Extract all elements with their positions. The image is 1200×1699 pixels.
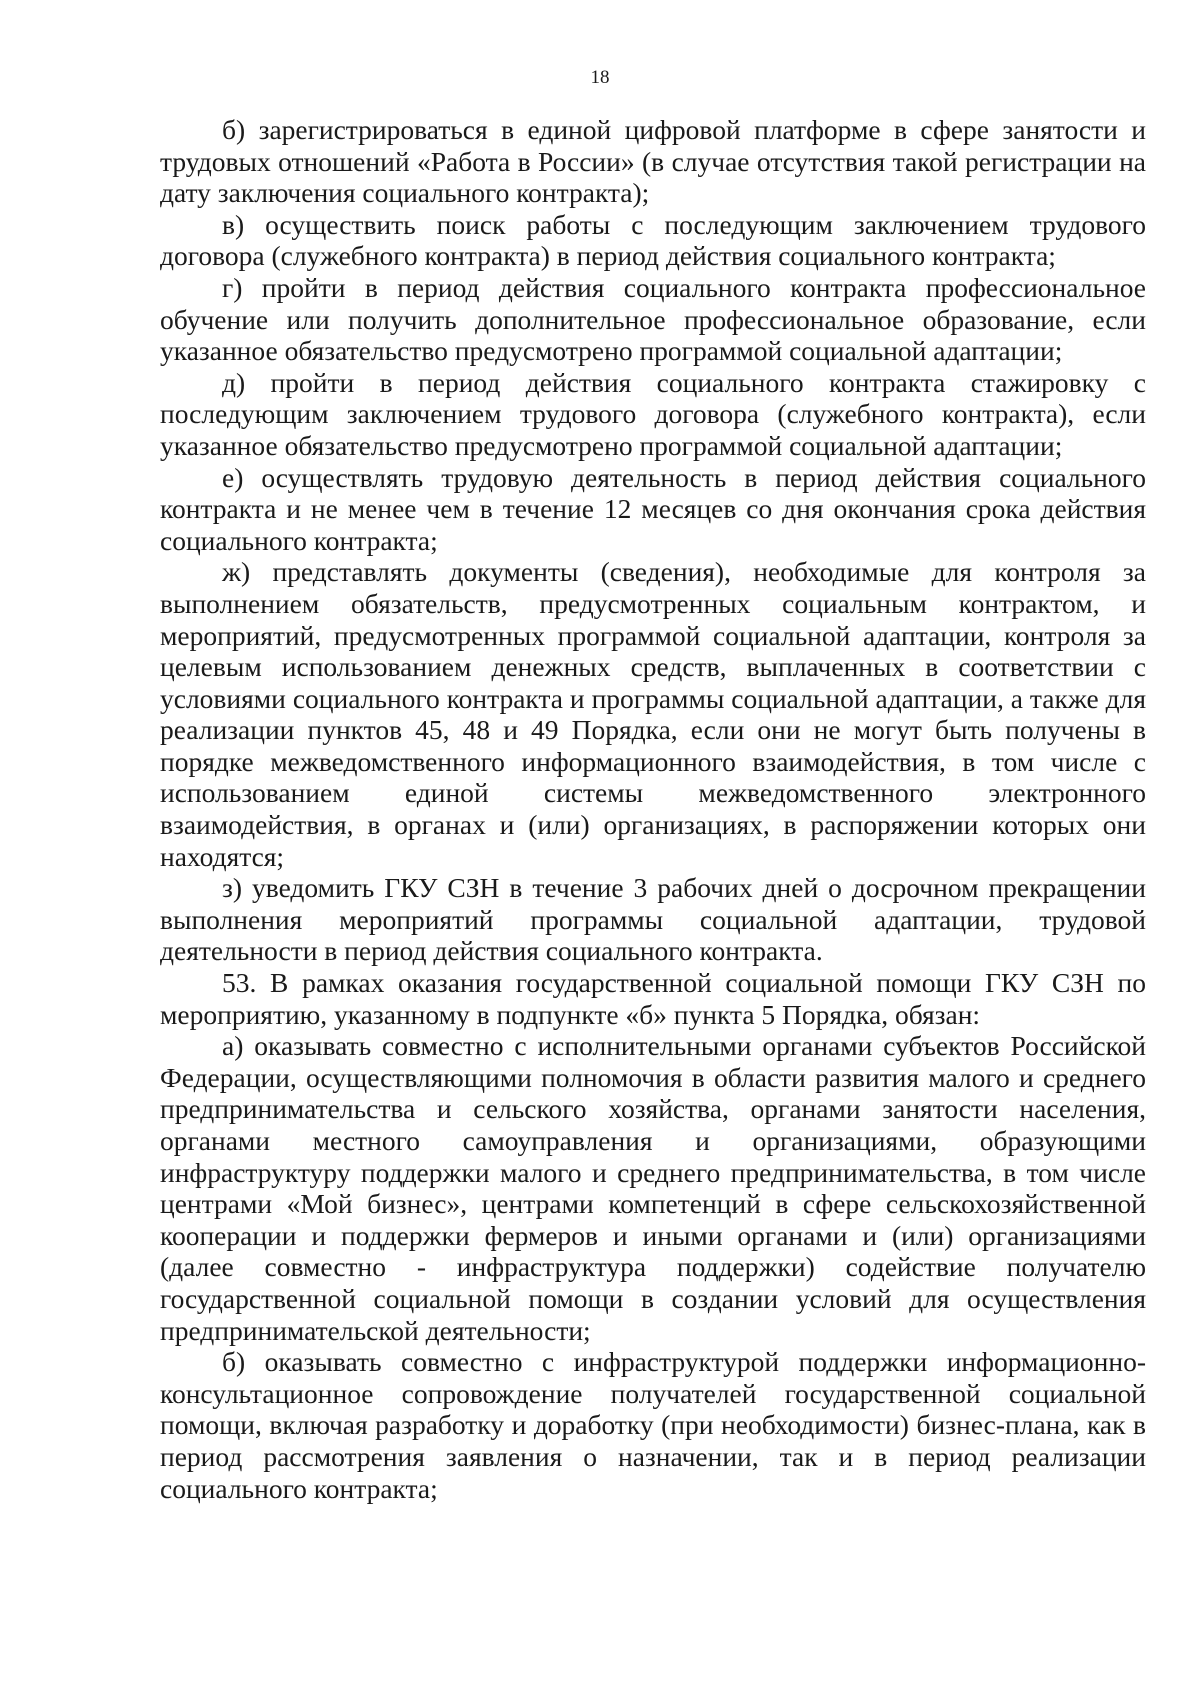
paragraph-zh-documents: ж) представлять документы (сведения), необходимые для контроля за выполнением обязательств, предусмотренных социальным контрактом, и мероприятий, предусмотренных программой социальной адаптации, контроля за целевым использованием денежных средств, выплаченных в соответствии с условиями социального контракта и программы социальной адаптации, а также для реализации пунктов 45, 48 и 49 Порядка, если они не могут быть получены в порядке межведомственного информационного взаимодействия, в том числе с использованием единой системы межведомственного электронного взаимодействия, в органах и (или) организациях, в распоряжении которых они находятся;	[160, 556, 1146, 872]
document-body	[160, 114, 1146, 1504]
page-number: 18	[590, 67, 610, 88]
paragraph-a-assistance: а) оказывать совместно с исполнительными органами субъектов Российской Федерации, осуществляющими полномочия в области развития малого и среднего предпринимательства и сельского хозяйства, органами занятости населения, органами местного самоуправления и организациями, образующими инфраструктуру поддержки малого и среднего предпринимательства, в том числе центрами «Мой бизнес», центрами компетенций в сфере сельскохозяйственной кооперации и поддержки фермеров и иными органами и (или) организациями (далее совместно - инфраструктура поддержки) содействие получателю государственной социальной помощи в создании условий для осуществления предпринимательской деятельности;	[160, 1030, 1146, 1346]
paragraph-53-obligations: 53. В рамках оказания государственной социальной помощи ГКУ СЗН по мероприятию, указанному в подпункте «б» пункта 5 Порядка, обязан:	[160, 967, 1146, 1030]
paragraph-d-internship: д) пройти в период действия социального контракта стажировку с последующим заключением трудового договора (служебного контракта), если указанное обязательство предусмотрено программой социальной адаптации;	[160, 366, 1146, 461]
paragraph-z-notification: з) уведомить ГКУ СЗН в течение 3 рабочих дней о досрочном прекращении выполнения мероприятий программы социальной адаптации, трудовой деятельности в период действия социального контракта.	[160, 872, 1146, 967]
paragraph-v-job-search: в) осуществить поиск работы с последующим заключением трудового договора (служебного контракта) в период действия социального контракта;	[160, 208, 1146, 272]
paragraph-b-registration: б) зарегистрироваться в единой цифровой платформе в сфере занятости и трудовых отношений «Работа в России» (в случае отсутствия такой регистрации на дату заключения социального контракта);	[160, 114, 1146, 209]
paragraph-b-consulting: б) оказывать совместно с инфраструктурой поддержки информационно-консультационное сопровождение получателей государственной социальной помощи, включая разработку и доработку (при необходимости) бизнес-плана, как в период рассмотрения заявления о назначении, так и в период реализации социального контракта;	[160, 1346, 1146, 1504]
paragraph-g-training: г) пройти в период действия социального контракта профессиональное обучение или получить дополнительное профессиональное образование, если указанное обязательство предусмотрено программой социальной адаптации;	[160, 271, 1146, 367]
paragraph-e-employment: е) осуществлять трудовую деятельность в период действия социального контракта и не менее чем в течение 12 месяцев со дня окончания срока действия социального контракта;	[160, 461, 1146, 556]
